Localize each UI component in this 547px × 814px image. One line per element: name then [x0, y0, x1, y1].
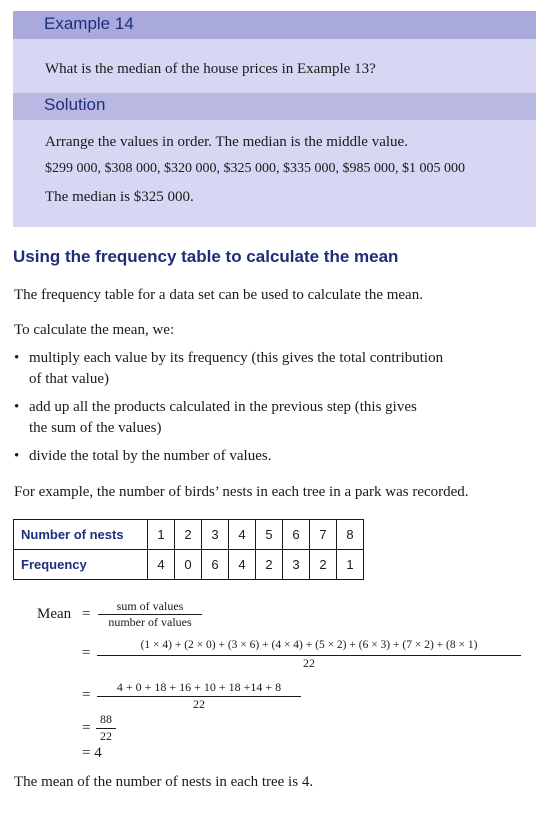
table-cell: 2: [175, 520, 202, 550]
table-cell: 8: [337, 520, 364, 550]
table-cell: 4: [229, 550, 256, 580]
row-label-frequency: Frequency: [14, 550, 148, 580]
table-cell: 2: [256, 550, 283, 580]
table-cell: 4: [148, 550, 175, 580]
solution-header: [13, 93, 536, 120]
table-cell: 7: [310, 520, 337, 550]
equals-sign: =: [82, 720, 91, 736]
result: = 4: [82, 745, 102, 761]
bullet-1-line-1: multiply each value by its frequency (this gives the total contribution: [29, 350, 444, 366]
bullet-2-line-1: add up all the products calculated in the previous step (this gives: [29, 399, 417, 415]
fraction-numerator: 4 + 0 + 18 + 16 + 10 + 18 +14 + 8: [116, 680, 282, 694]
fraction-denominator: 22: [100, 729, 112, 743]
table-cell: 6: [202, 550, 229, 580]
conclusion: The mean of the number of nests in each tree is 4.: [14, 774, 314, 790]
table-cell: 3: [202, 520, 229, 550]
table-row: [14, 520, 364, 550]
section-title: Using the frequency table to calculate the mean: [13, 247, 399, 266]
solution-line-2: $299 000, $308 000, $320 000, $325 000, $335 000, $985 000, $1 005 000: [45, 161, 465, 176]
equals-sign: =: [82, 606, 91, 622]
example-question: What is the median of the house prices in Example 13?: [45, 61, 376, 77]
example-body: [13, 39, 536, 93]
fraction-denominator: 22: [303, 656, 315, 670]
table-cell: 3: [283, 550, 310, 580]
fraction-numerator: sum of values: [116, 599, 184, 613]
table-cell: 1: [148, 520, 175, 550]
bullet-dot: •: [14, 448, 20, 464]
fraction-denominator: 22: [193, 697, 205, 711]
table-cell: 5: [256, 520, 283, 550]
mean-label: Mean: [37, 606, 72, 622]
table-cell: 4: [229, 520, 256, 550]
table-cell: 0: [175, 550, 202, 580]
example-header: [13, 11, 536, 39]
bullet-dot: •: [14, 399, 20, 415]
table-cell: 6: [283, 520, 310, 550]
bullet-dot: •: [14, 350, 20, 366]
bullet-3-line-1: divide the total by the number of values.: [29, 448, 272, 464]
example-heading: Example 14: [44, 14, 134, 33]
equals-sign: =: [82, 645, 91, 661]
equals-sign: =: [82, 687, 91, 703]
fraction-numerator: 88: [100, 712, 112, 726]
frequency-table: [13, 519, 364, 580]
section-intro: The frequency table for a data set can be used to calculate the mean.: [14, 287, 423, 303]
solution-heading: Solution: [44, 95, 106, 114]
example-intro: For example, the number of birds’ nests in each tree in a park was recorded.: [14, 484, 469, 500]
solution-line-3: The median is $325 000.: [45, 189, 194, 205]
fraction-denominator: number of values: [108, 615, 192, 629]
solution-line-1: Arrange the values in order. The median is the middle value.: [45, 134, 408, 150]
table-cell: 1: [337, 550, 364, 580]
fraction-numerator: (1 × 4) + (2 × 0) + (3 × 6) + (4 × 4) + (5 × 2) + (6 × 3) + (7 × 2) + (8 × 1): [140, 639, 478, 651]
bullet-1-line-2: of that value): [29, 371, 109, 387]
solution-body: [13, 120, 536, 227]
row-label-nests: Number of nests: [14, 520, 148, 550]
bullet-2-line-2: the sum of the values): [29, 420, 162, 436]
table-cell: 2: [310, 550, 337, 580]
table-row: [14, 550, 364, 580]
section-lead: To calculate the mean, we:: [14, 322, 175, 338]
